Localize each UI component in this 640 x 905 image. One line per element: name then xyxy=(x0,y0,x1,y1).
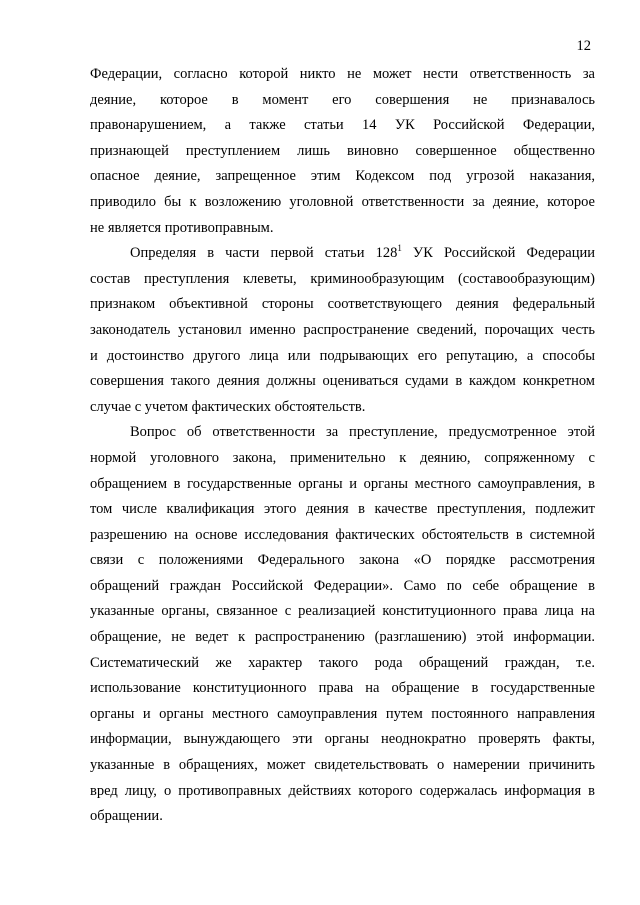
text-line: совершения такого деяния должны оцениваться судами в каждом конкретном xyxy=(90,373,595,390)
paragraph-1 xyxy=(90,62,595,241)
text-after-superscript: УК Российской Федерации xyxy=(401,245,595,262)
text-line: состав преступления клеветы, криминообразующим (составообразующим) xyxy=(90,270,595,287)
document-body xyxy=(90,62,595,830)
text-line: обращении. xyxy=(90,808,163,825)
text-line: обращением в государственные органы и органы местного самоуправления, в xyxy=(90,475,595,492)
text-line: указанные в обращениях, может свидетельствовать о намерении причинить xyxy=(90,757,595,774)
text-line: информации, вынуждающего эти органы неоднократно проверять факты, xyxy=(90,731,595,748)
text-line: Систематический же характер такого рода обращений граждан, т.е. xyxy=(90,654,595,671)
text-line: нормой уголовного закона, применительно к деянию, сопряженному с xyxy=(90,449,595,466)
text-line: не является противоправным. xyxy=(90,219,274,236)
text-line: признающей преступлением лишь виновно совершенное общественно xyxy=(90,142,595,159)
paragraph-2 xyxy=(90,241,595,420)
text-line: обращений граждан Российской Федерации». Само по себе обращение в xyxy=(90,577,595,594)
text-line: Вопрос об ответственности за преступление, предусмотренное этой xyxy=(130,424,595,441)
text-line: приводило бы к возложению уголовной ответственности за деяние, которое xyxy=(90,193,595,210)
text-line: признаком объективной стороны соответствующего деяния федеральный xyxy=(90,296,595,313)
text-line: органы и органы местного самоуправления путем постоянного направления xyxy=(90,705,595,722)
text-line: обращение, не ведет к распространению (разглашению) этой информации. xyxy=(90,629,595,646)
paragraph-3 xyxy=(90,420,595,830)
text-before-superscript: Определяя в части первой статьи 128 xyxy=(130,245,398,262)
text-line: вред лицу, о противоправных действиях которого содержалась информация в xyxy=(90,782,595,799)
page-number: 12 xyxy=(576,38,591,54)
text-line: и достоинство другого лица или подрывающих его репутацию, а способы xyxy=(90,347,595,364)
text-line: законодатель установил именно распространение сведений, порочащих честь xyxy=(90,321,595,338)
text-line: том числе квалификация этого деяния в качестве преступления, подлежит xyxy=(90,501,595,518)
text-line: опасное деяние, запрещенное этим Кодексом под угрозой наказания, xyxy=(90,168,595,185)
text-line: случае с учетом фактических обстоятельств. xyxy=(90,398,366,415)
text-line: деяние, которое в момент его совершения не признавалось xyxy=(90,91,595,108)
text-line: правонарушением, а также статьи 14 УК Российской Федерации, xyxy=(90,117,595,134)
text-line: указанные органы, связанное с реализацией конституционного права лица на xyxy=(90,603,595,620)
text-line: разрешению на основе исследования фактических обстоятельств в системной xyxy=(90,526,595,543)
text-line: использование конституционного права на обращение в государственные xyxy=(90,680,595,697)
text-line: Федерации, согласно которой никто не может нести ответственность за xyxy=(90,66,595,82)
text-line: связи с положениями Федерального закона «О порядке рассмотрения xyxy=(90,552,595,569)
superscript: 1 xyxy=(397,243,402,254)
text-line-first xyxy=(90,241,595,267)
